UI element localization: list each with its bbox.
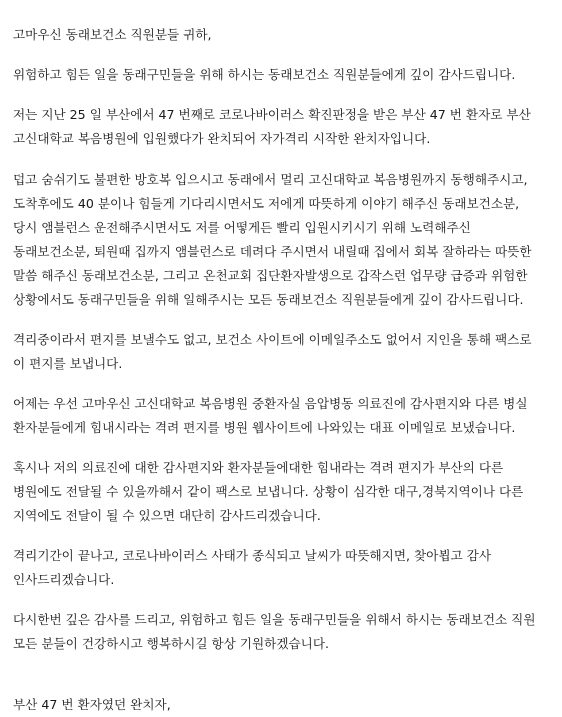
paragraph-line: 환자분들에게 힘내시라는 격려 편지를 병원 웹사이트에 나와있는 대표 이메일로 보냈습니다. bbox=[13, 420, 516, 435]
paragraph-line: 다시한번 깊은 감사를 드리고, 위험하고 힘든 일을 동래구민들을 위해서 하시는 동래보건소 직원 bbox=[13, 612, 536, 627]
paragraph-line: 상황에서도 동래구민들을 위해 일해주시는 모든 동래보건소 직원분들에게 깊이 감사드립니다. bbox=[13, 292, 524, 307]
paragraph-line: 고신대학교 복음병원에 입원했다가 완치되어 자가격리 시작한 완치자입니다. bbox=[13, 131, 431, 146]
paragraph-line: 당시 앰블런스 운전해주시면서도 저를 어떻게든 빨리 입원시키시기 위해 노력해주신 bbox=[13, 220, 471, 235]
letter-paragraph-7 bbox=[13, 544, 548, 592]
paragraph-line: 이 편지를 보냅니다. bbox=[13, 356, 123, 371]
letter-paragraph-4 bbox=[13, 328, 548, 376]
paragraph-line: 도착후에도 40 분이나 힘들게 기다리시면서도 저에게 따뜻하게 이야기 해주신 동래보건소분, bbox=[13, 196, 520, 211]
paragraph-line: 덥고 숨쉬기도 불편한 방호복 입으시고 동래에서 멀리 고신대학교 복음병원까지 동행해주시고, bbox=[13, 172, 528, 187]
letter-paragraph-3 bbox=[13, 168, 548, 312]
paragraph-line: 인사드리겠습니다. bbox=[13, 572, 115, 587]
paragraph-line: 말씀 해주신 동래보건소분, 그리고 온천교회 집단환자발생으로 갑작스런 업무량 급증과 위험한 bbox=[13, 268, 528, 283]
letter-paragraph-1 bbox=[13, 63, 548, 87]
paragraph-line: 동래보건소분, 퇴원때 집까지 앰블런스로 데려다 주시면서 내릴때 집에서 회복 잘하라는 따뜻한 bbox=[13, 244, 532, 259]
paragraph-line: 병원에도 전달될 수 있을까해서 같이 팩스로 보냅니다. 상황이 심각한 대구,경북지역이나 다른 bbox=[13, 484, 524, 499]
paragraph-line: 지역에도 전달이 될 수 있으면 대단히 감사드리겠습니다. bbox=[13, 508, 321, 523]
letter-paragraph-5 bbox=[13, 392, 548, 440]
paragraph-line: 격리중이라서 편지를 보낼수도 없고, 보건소 사이트에 이메일주소도 없어서 지인을 통해 팩스로 bbox=[13, 332, 532, 347]
letter-paragraph-2 bbox=[13, 103, 548, 151]
letter-paragraph-6 bbox=[13, 456, 548, 528]
letter-signature: 부산 47 번 환자였던 완치자, bbox=[13, 697, 171, 712]
letter-greeting: 고마우신 동래보건소 직원분들 귀하, bbox=[13, 27, 212, 42]
paragraph-line: 격리기간이 끝나고, 코로나바이러스 사태가 종식되고 날씨가 따뜻해지면, 찾아뵙고 감사 bbox=[13, 548, 491, 563]
paragraph-line: 어제는 우선 고마우신 고신대학교 복음병원 중환자실 음압병동 의료진에 감사편지와 다른 병실 bbox=[13, 396, 528, 411]
paragraph-line: 위험하고 힘든 일을 동래구민들을 위해 하시는 동래보건소 직원분들에게 깊이 감사드립니다. bbox=[13, 67, 516, 82]
paragraph-line: 모든 분들이 건강하시고 행복하시길 항상 기원하겠습니다. bbox=[13, 636, 329, 651]
paragraph-line: 저는 지난 25 일 부산에서 47 번째로 코로나바이러스 확진판정을 받은 부산 47 번 환자로 부산 bbox=[13, 107, 531, 122]
paragraph-line: 혹시나 저의 의료진에 대한 감사편지와 환자분들에대한 힘내라는 격려 편지가 부산의 다른 bbox=[13, 460, 504, 475]
letter-paragraph-8 bbox=[13, 608, 548, 656]
